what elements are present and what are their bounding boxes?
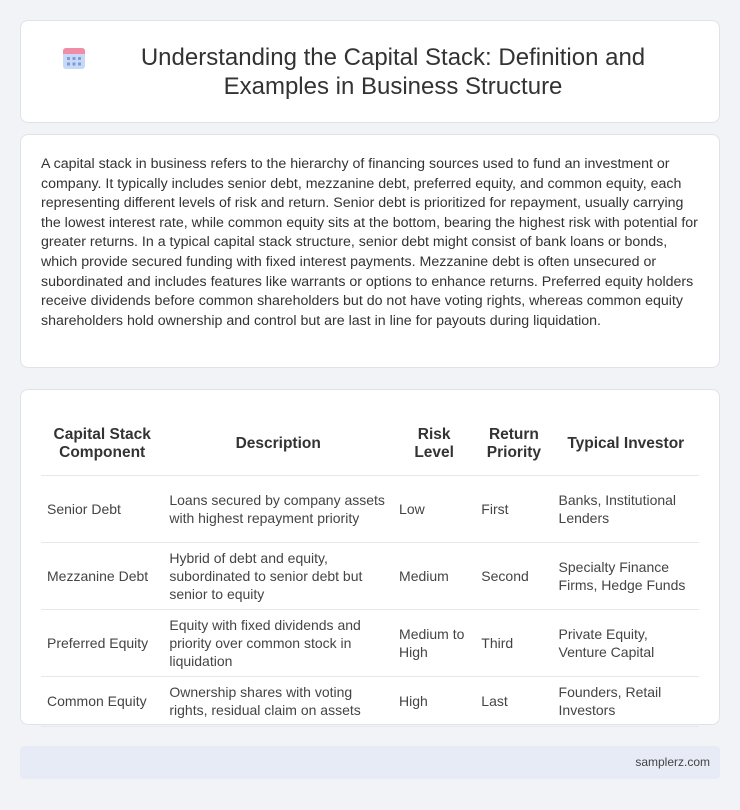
table-cell: Third — [475, 609, 552, 676]
column-header: Typical Investor — [553, 412, 699, 475]
table-cell: Second — [475, 542, 552, 609]
title-card — [20, 20, 720, 123]
column-header: Risk Level — [393, 412, 475, 475]
title-row — [21, 21, 719, 122]
column-header: Description — [163, 412, 393, 475]
table-cell: First — [475, 475, 552, 542]
table-cell: Ownership shares with voting rights, residual claim on assets — [163, 676, 393, 726]
table-row — [41, 542, 699, 609]
table-card — [20, 389, 720, 725]
footer-site-link[interactable]: samplerz.com — [635, 755, 710, 769]
column-header: Capital Stack Component — [41, 412, 163, 475]
table-cell: Medium — [393, 542, 475, 609]
table-cell: Mezzanine Debt — [41, 542, 163, 609]
table-header-row — [41, 412, 699, 475]
table-cell: Low — [393, 475, 475, 542]
description-card — [20, 134, 720, 368]
table-cell: Loans secured by company assets with highest repayment priority — [163, 475, 393, 542]
table-cell: Hybrid of debt and equity, subordinated to senior debt but senior to equity — [163, 542, 393, 609]
footer-bar — [20, 746, 720, 779]
table-cell: Medium to High — [393, 609, 475, 676]
table-row — [41, 475, 699, 542]
table-row — [41, 676, 699, 726]
table-cell: Founders, Retail Investors — [553, 676, 699, 726]
table-cell: Private Equity, Venture Capital — [553, 609, 699, 676]
table-cell: Common Equity — [41, 676, 163, 726]
column-header: Return Priority — [475, 412, 552, 475]
table-cell: Equity with fixed dividends and priority over common stock in liquidation — [163, 609, 393, 676]
table-row — [41, 609, 699, 676]
capital-stack-table — [41, 412, 699, 727]
table-cell: Preferred Equity — [41, 609, 163, 676]
table-cell: Senior Debt — [41, 475, 163, 542]
description-text: A capital stack in business refers to the hierarchy of financing sources used to fund an investment or company. It typically includes senior debt, mezzanine debt, preferred equity, and common equity, each representing different levels of risk and return. Senior debt is prioritized for repayment, usually carrying the lowest interest rate, while common equity sits at the bottom, bearing the highest risk with potential for greater returns. In a typical capital stack structure, senior debt might consist of bank loans or bonds, which provide secured funding with fixed interest payments. Mezzanine debt is often unsecured or subordinated and includes features like warrants or options to enhance returns. Preferred equity holders receive dividends before common shareholders but do not have voting rights, whereas common equity shareholders hold ownership and control but are last in line for payouts during liquidation. — [41, 156, 698, 329]
page-title: Understanding the Capital Stack: Definition and Examples in Business Structure — [140, 43, 646, 100]
table-cell: High — [393, 676, 475, 726]
table-cell: Last — [475, 676, 552, 726]
calendar-icon — [61, 45, 87, 71]
table-cell: Specialty Finance Firms, Hedge Funds — [553, 542, 699, 609]
table-cell: Banks, Institutional Lenders — [553, 475, 699, 542]
